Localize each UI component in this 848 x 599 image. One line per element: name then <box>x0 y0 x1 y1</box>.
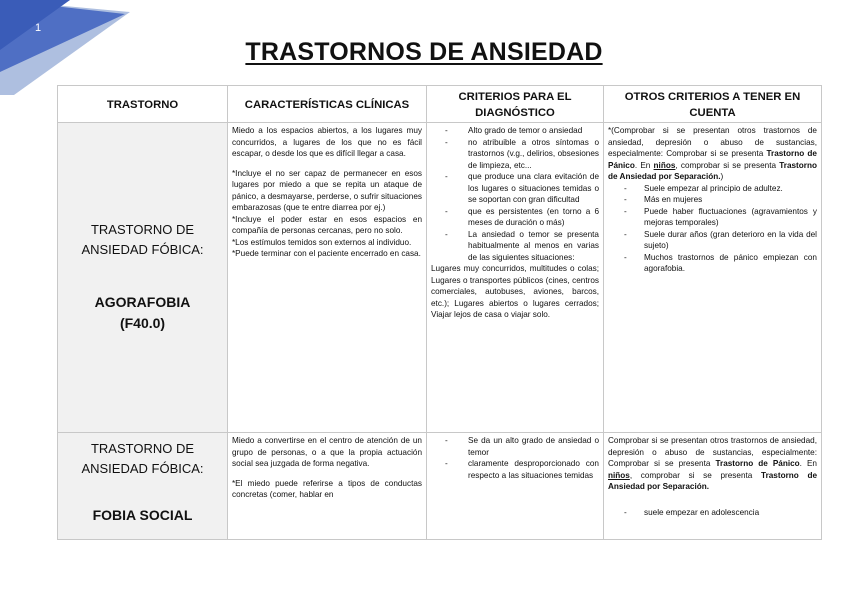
table-row <box>58 433 822 540</box>
disorders-table <box>57 85 822 540</box>
criteria-item: - que produce una clara evitación de los lugares o situaciones temidas o se soportan con gran dificultad <box>431 171 599 206</box>
disorder-subtitle: FOBIA SOCIAL <box>92 507 193 523</box>
page-number: 1 <box>35 22 42 34</box>
criteria-item: - no atribuible a otros síntomas o trastornos (v.g., delirios, obsesiones de limpieza, etc... <box>431 137 599 172</box>
other-criteria-item: - Suele durar años (gran deterioro en la vida del sujeto) <box>608 229 817 252</box>
clinical-paragraph: *El miedo puede referirse a tipos de conductas concretas (comer, hablar en <box>232 478 422 499</box>
disorder-name-line: ANSIEDAD FÓBICA: <box>81 461 204 476</box>
criteria-item: - Alto grado de temor o ansiedad <box>431 125 599 137</box>
clinical-paragraph: Miedo a convertirse en el centro de atención de un grupo de personas, o a que la propia actuación social sea juzgada de forma negativa. <box>232 436 422 468</box>
header-caracteristicas: CARACTERÍSTICAS CLÍNICAS <box>228 86 427 123</box>
criteria-situations: Lugares muy concurridos, multitudes o colas; Lugares o transportes públicos (cines, centros comerciales, autobuses, aviones, barcos, etc.); Lugares abiertos o lugares cerrados; Viajar lejos de casa o viajar solo. <box>431 264 599 319</box>
diagnostic-criteria-cell <box>427 433 604 540</box>
other-criteria-cell <box>604 433 822 540</box>
clinical-paragraph: *Los estímulos temidos son externos al individuo. <box>232 237 412 247</box>
clinical-features-cell <box>228 433 427 540</box>
other-criteria-cell <box>604 123 822 433</box>
other-criteria-item: - suele empezar en adolescencia <box>608 507 817 519</box>
other-criteria-intro: *(Comprobar si se presentan otros trastornos de ansiedad, depresión o abuso de sustancias, especialmente: Comprobar si se presenta Trastorno de Pánico. En niños, comprobar si se presenta Trastorno de Ansiedad por Separación.) <box>608 126 817 181</box>
disorder-name-cell <box>58 123 228 433</box>
disorder-code: (F40.0) <box>119 315 166 331</box>
table-row <box>58 123 822 433</box>
page-title: TRASTORNOS DE ANSIEDAD <box>245 38 603 66</box>
disorder-subtitle: AGORAFOBIA <box>94 294 191 310</box>
header-criterios: CRITERIOS PARA EL DIAGNÓSTICO <box>427 86 604 123</box>
disorder-name-cell <box>58 433 228 540</box>
header-trastorno: TRASTORNO <box>58 86 228 123</box>
criteria-item: - claramente desproporcionado con respecto a las situaciones temidas <box>431 458 599 481</box>
clinical-paragraph: *Incluye el no ser capaz de permanecer en esos lugares por miedo a que se repita un ataque de pánico, a desmayarse, perderse, o sufrir situaciones embarazosas (que te entre diarrea por ej.) <box>232 168 422 212</box>
diagnostic-criteria-cell <box>427 123 604 433</box>
other-criteria-item: - Puede haber fluctuaciones (agravamientos y mejoras temporales) <box>608 206 817 229</box>
other-criteria-item: - Suele empezar al principio de adultez. <box>608 183 817 195</box>
criteria-item: - que es persistentes (en torno a 6 meses de duración o más) <box>431 206 599 229</box>
clinical-features-cell <box>228 123 427 433</box>
disorder-name-line: TRASTORNO DE <box>90 441 195 456</box>
criteria-item: - Se da un alto grado de ansiedad o temor <box>431 435 599 458</box>
disorder-name-line: TRASTORNO DE <box>90 222 195 237</box>
clinical-paragraph: Miedo a los espacios abiertos, a los lugares muy concurridos, a lugares de los que no es fácil escapar, o desde los que es difícil llegar a casa. <box>232 126 422 158</box>
criteria-item: - La ansiedad o temor se presenta habitualmente al menos en varias de las siguientes situaciones: <box>431 229 599 264</box>
other-criteria-item: - Más en mujeres <box>608 194 817 206</box>
clinical-paragraph: *Puede terminar con el paciente encerrado en casa. <box>232 249 421 258</box>
other-criteria-item: - Muchos trastornos de pánico empiezan con agorafobia. <box>608 252 817 275</box>
disorder-name-line: ANSIEDAD FÓBICA: <box>81 242 204 257</box>
header-otros-criterios: OTROS CRITERIOS A TENER EN CUENTA <box>604 86 822 123</box>
clinical-paragraph: *Incluye el poder estar en esos espacios en compañía de personas cercanas, pero no solo. <box>232 214 422 235</box>
other-criteria-intro: Comprobar si se presentan otros trastornos de ansiedad, depresión o abuso de sustancias, especialmente: Comprobar si se presenta Trastorno de Pánico. En niños, comprobar si se presenta Trastorno de Ansiedad por Separación. <box>608 436 817 491</box>
table-header-row <box>58 86 822 123</box>
